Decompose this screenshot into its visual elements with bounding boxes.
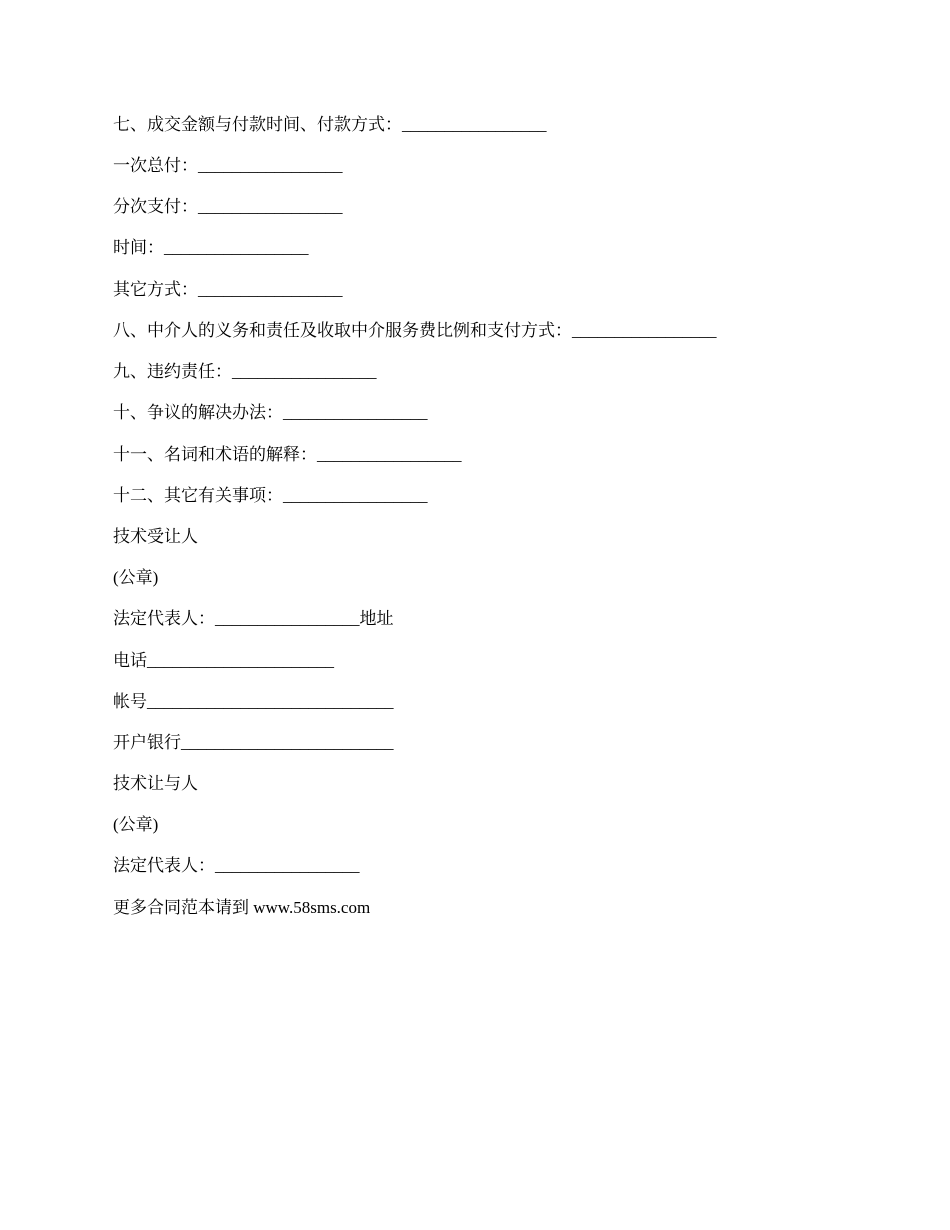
transferee-representative: 法定代表人：_________________地址 [113,609,394,628]
clause-10-dispute: 十、争议的解决办法：_________________ [113,403,428,422]
installment-payment: 分次支付：_________________ [113,197,343,216]
clause-12-other: 十二、其它有关事项：_________________ [113,486,428,505]
transferor-heading: 技术让与人 [113,774,198,793]
transferor-seal: (公章) [113,815,159,834]
transferee-account: 帐号_____________________________ [113,692,394,711]
transferee-heading: 技术受让人 [113,527,198,546]
payment-time: 时间：_________________ [113,238,309,257]
transferee-seal: (公章) [113,568,159,587]
lump-sum-payment: 一次总付：_________________ [113,156,343,175]
footer-website-note: 更多合同范本请到 www.58sms.com [113,898,371,917]
clause-7-payment: 七、成交金额与付款时间、付款方式：_________________ [113,115,547,134]
clause-8-intermediary: 八、中介人的义务和责任及收取中介服务费比例和支付方式：_________________ [113,321,717,340]
other-payment-method: 其它方式：_________________ [113,280,343,299]
clause-9-liability: 九、违约责任：_________________ [113,362,377,381]
transferee-bank: 开户银行_________________________ [113,733,394,752]
clause-11-terms: 十一、名词和术语的解释：_________________ [113,445,462,464]
transferee-phone: 电话______________________ [113,651,334,670]
transferor-representative: 法定代表人：_________________ [113,856,360,875]
